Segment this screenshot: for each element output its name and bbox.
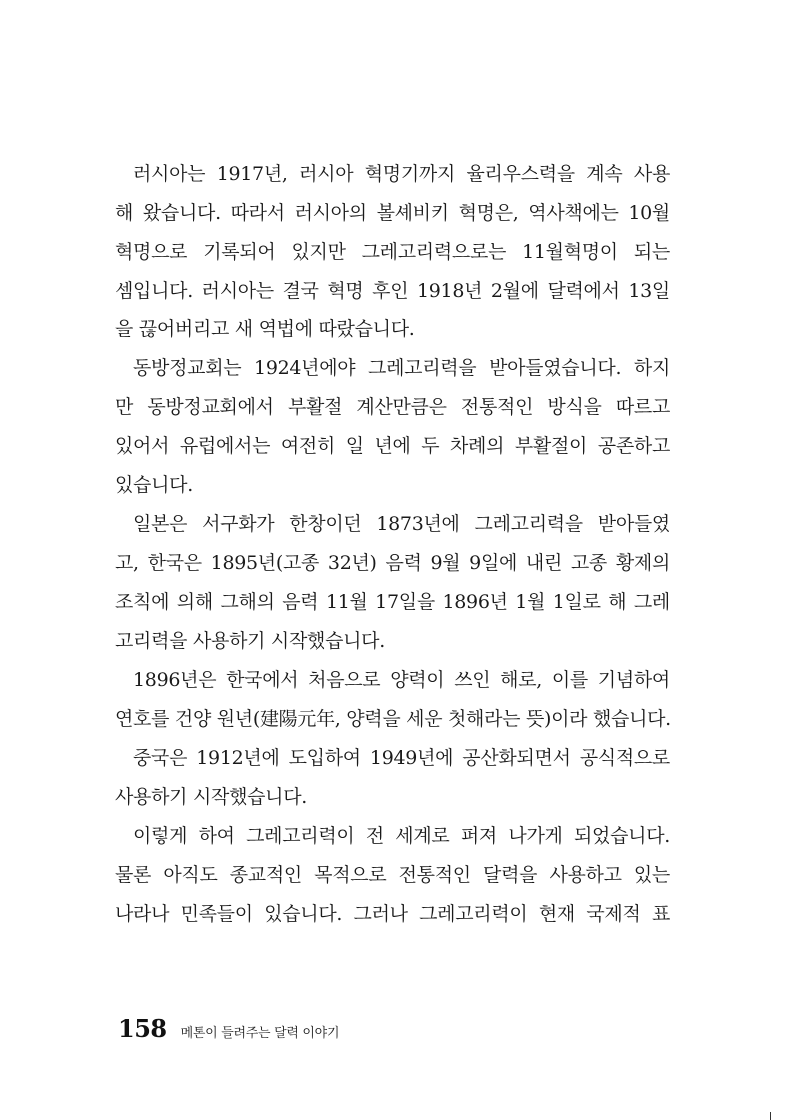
paragraph-1-line-4: 셈입니다. 러시아는 결국 혁명 후인 1918년 2월에 달력에서 13일	[115, 280, 670, 302]
paragraph-1-line-1: 러시아는 1917년, 러시아 혁명기까지 율리우스력을 계속 사용	[133, 163, 670, 185]
paragraph-1-line-5: 을 끊어버리고 새 역법에 따랐습니다.	[115, 318, 415, 340]
paragraph-1-line-3: 혁명으로 기록되어 있지만 그레고리력으로는 11월혁명이 되는	[115, 241, 670, 263]
paragraph-2-line-1: 동방정교회는 1924년에야 그레고리력을 받아들였습니다. 하지	[133, 357, 670, 379]
page-footer	[118, 1014, 339, 1044]
paragraph-1-line-2: 해 왔습니다. 따라서 러시아의 볼셰비키 혁명은, 역사책에는 10월	[115, 202, 670, 224]
paragraph-3-line-1: 일본은 서구화가 한창이던 1873년에 그레고리력을 받아들였	[133, 513, 670, 535]
paragraph-2-line-4: 있습니다.	[115, 474, 193, 496]
paragraph-2-line-2: 만 동방정교회에서 부활절 계산만큼은 전통적인 방식을 따르고	[115, 396, 670, 418]
paragraph-4-line-1: 1896년은 한국에서 처음으로 양력이 쓰인 해로, 이를 기념하여	[133, 669, 670, 691]
paragraph-5-line-2: 사용하기 시작했습니다.	[115, 786, 308, 808]
paragraph-6-line-2: 물론 아직도 종교적인 목적으로 전통적인 달력을 사용하고 있는	[115, 864, 670, 886]
paragraph-4-line-2: 연호를 건양 원년(建陽元年, 양력을 세운 첫해라는 뜻)이라 했습니다.	[115, 708, 671, 730]
running-title: 메톤이 들려주는 달력 이야기	[180, 1026, 340, 1041]
paragraph-6-line-3: 나라나 민족들이 있습니다. 그러나 그레고리력이 현재 국제적 표	[115, 903, 670, 925]
paragraph-6-line-1: 이렇게 하여 그레고리력이 전 세계로 퍼져 나가게 되었습니다.	[133, 825, 670, 847]
paragraph-3-line-4: 고리력을 사용하기 시작했습니다.	[115, 630, 385, 652]
paragraph-3-line-2: 고, 한국은 1895년(고종 32년) 음력 9월 9일에 내린 고종 황제의	[115, 552, 670, 574]
paragraph-2-line-3: 있어서 유럽에서는 여전히 일 년에 두 차례의 부활절이 공존하고	[115, 435, 670, 457]
page-number: 158	[118, 1014, 167, 1043]
crop-mark	[770, 1112, 771, 1120]
paragraph-5-line-1: 중국은 1912년에 도입하여 1949년에 공산화되면서 공식적으로	[133, 747, 670, 769]
paragraph-3-line-3: 조칙에 의해 그해의 음력 11월 17일을 1896년 1월 1일로 해 그레	[115, 591, 670, 613]
